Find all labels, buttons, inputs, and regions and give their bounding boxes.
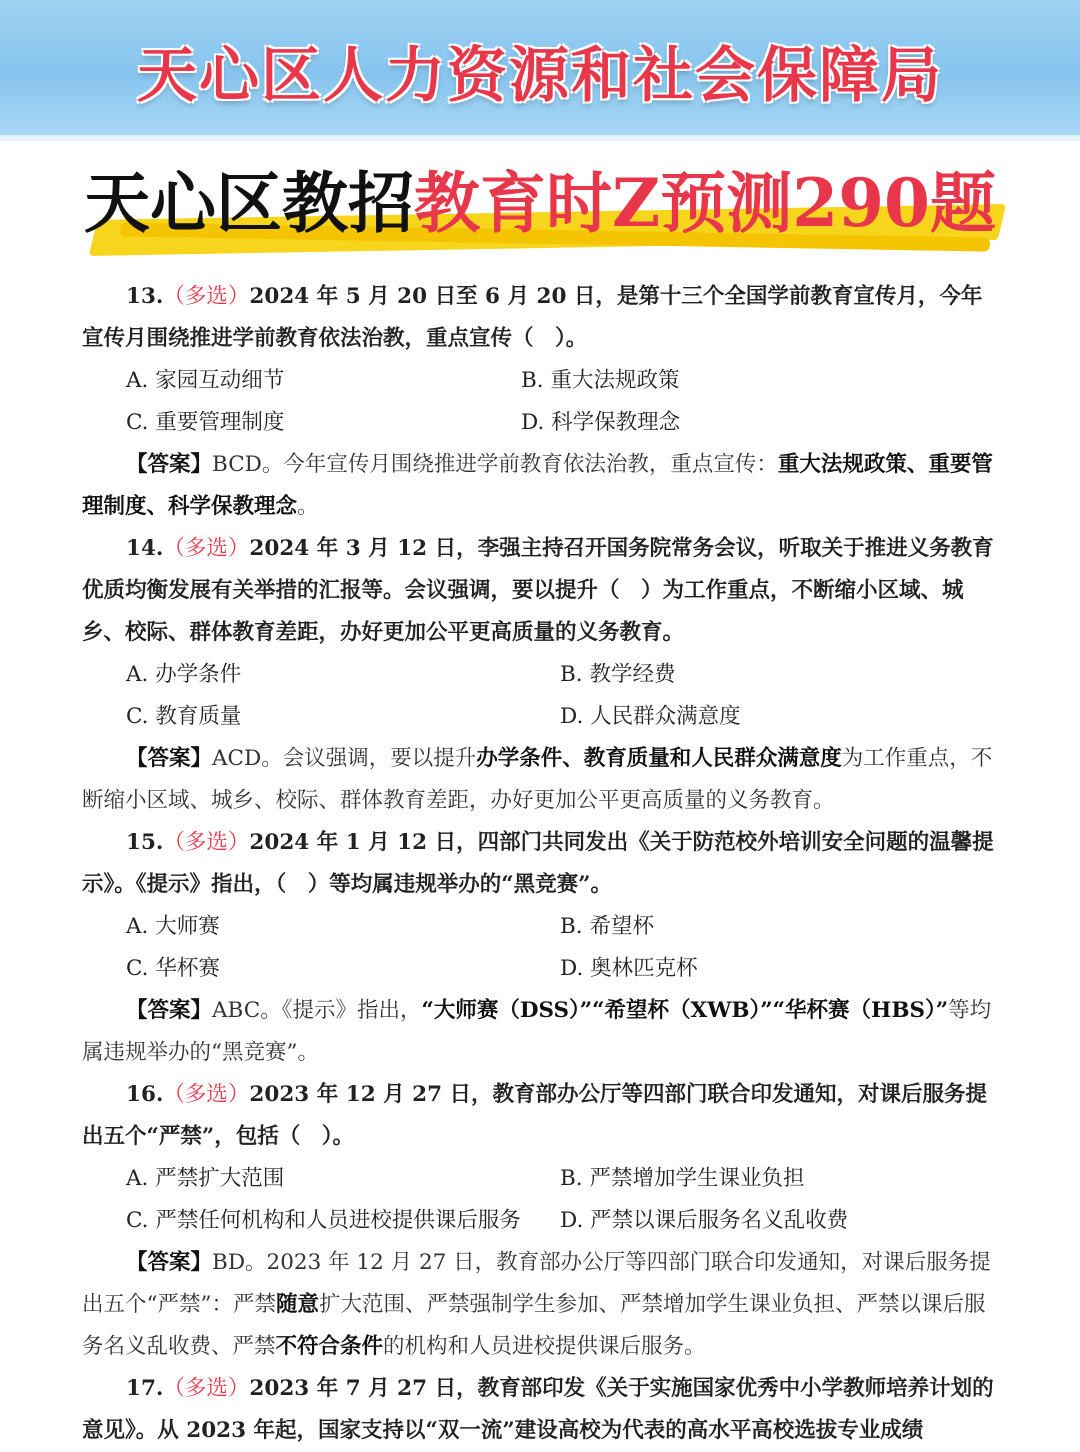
option-a: A. 严禁扩大范围 bbox=[126, 1166, 285, 1191]
answer-paragraph bbox=[82, 1242, 1000, 1368]
option-a: A. 办学条件 bbox=[126, 662, 242, 687]
question-stem bbox=[82, 822, 1000, 906]
answer-tail: 为工作重点，不断缩小区域、城乡、校际、群体教育差距，办好更加公平更高质量的义务教育。 bbox=[82, 746, 993, 813]
question-text: 2023 年 7 月 27 日，教育部印发《关于实施国家优秀中小学教师培养计划的意见》。从 2023 年起，国家支持以“双一流”建设高校为代表的高水平高校选拔专业成绩 bbox=[82, 1376, 994, 1443]
question-stem bbox=[82, 276, 1000, 360]
answer-label: 【答案】 bbox=[126, 1250, 213, 1275]
question-number: 14. bbox=[126, 536, 164, 561]
banner-divider bbox=[0, 135, 1080, 141]
question-list bbox=[82, 276, 1000, 1452]
question-text: 2023 年 12 月 27 日，教育部办公厅等四部门联合印发通知，对课后服务提出五个“严禁”，包括（ ）。 bbox=[82, 1082, 988, 1149]
question-text: 2024 年 1 月 12 日，四部门共同发出《关于防范校外培训安全问题的温馨提示》。《提示》指出，（ ）等均属违规举办的“黑竞赛”。 bbox=[82, 830, 994, 897]
option-c: C. 重要管理制度 bbox=[126, 410, 285, 435]
option-row bbox=[82, 1158, 1000, 1200]
answer-paragraph bbox=[82, 444, 1000, 528]
question-text: 2024 年 5 月 20 日至 6 月 20 日，是第十三个全国学前教育宣传月，今年宣传月围绕推进学前教育依法治教，重点宣传（ ）。 bbox=[82, 284, 983, 351]
option-c: C. 教育质量 bbox=[126, 704, 242, 729]
answer-text: BCD。今年宣传月围绕推进学前教育依法治教，重点宣传： bbox=[212, 452, 778, 477]
option-row bbox=[82, 906, 1000, 948]
question-stem bbox=[82, 1368, 1000, 1452]
header-banner bbox=[0, 0, 1080, 135]
option-c: C. 严禁任何机构和人员进校提供课后服务 bbox=[126, 1208, 521, 1233]
option-row bbox=[82, 360, 1000, 402]
answer-text: BD。2023 年 12 月 27 日，教育部办公厅等四部门联合印发通知，对课后服务提出五个“严禁”：严禁 bbox=[82, 1250, 991, 1317]
option-c: C. 华杯赛 bbox=[126, 956, 220, 981]
subtitle-part1: 天心区教招 bbox=[84, 164, 415, 242]
answer-label: 【答案】 bbox=[126, 452, 213, 477]
option-a: A. 家园互动细节 bbox=[126, 368, 285, 393]
answer-key-points-2: 不符合条件 bbox=[275, 1334, 384, 1359]
question-type-tag: （多选） bbox=[163, 536, 250, 561]
question-type-tag: （多选） bbox=[163, 830, 250, 855]
answer-key-points: 办学条件、教育质量和人民群众满意度 bbox=[476, 746, 842, 771]
answer-paragraph bbox=[82, 990, 1000, 1074]
question-text: 2024 年 3 月 12 日，李强主持召开国务院常务会议，听取关于推进义务教育优质均衡发展有关举措的汇报等。会议强调，要以提升（ ）为工作重点，不断缩小区域、城乡、校际、群体教育差距，办好更加公平更高质量的义务教育。 bbox=[82, 536, 994, 645]
question-stem bbox=[82, 528, 1000, 654]
answer-key-points: 重大法规政策、重要管理制度、科学保教理念 bbox=[82, 452, 993, 519]
option-row bbox=[82, 696, 1000, 738]
option-b: B. 教学经费 bbox=[560, 662, 676, 687]
question-type-tag: （多选） bbox=[163, 284, 250, 309]
answer-label: 【答案】 bbox=[126, 998, 213, 1023]
banner-title: 天心区人力资源和社会保障局 bbox=[137, 41, 943, 111]
question-number: 17. bbox=[126, 1376, 164, 1401]
question-type-tag: （多选） bbox=[163, 1082, 250, 1107]
question-number: 13. bbox=[126, 284, 164, 309]
answer-text: ACD。会议强调，要以提升 bbox=[212, 746, 477, 771]
option-d: D. 奥林匹克杯 bbox=[560, 956, 698, 981]
option-d: D. 严禁以课后服务名义乱收费 bbox=[560, 1208, 849, 1233]
answer-text-mid: 扩大范围、严禁强制学生参加、严禁增加学生课业负担、严禁以课后服务名义乱收费、严禁 bbox=[82, 1292, 986, 1359]
question-type-tag: （多选） bbox=[163, 1376, 250, 1401]
subtitle-block bbox=[0, 160, 1080, 260]
option-b: B. 重大法规政策 bbox=[521, 368, 680, 393]
question-number: 15. bbox=[126, 830, 164, 855]
answer-tail: 的机构和人员进校提供课后服务。 bbox=[383, 1334, 706, 1359]
subtitle-part2: 教育时Z预测290题 bbox=[414, 164, 996, 242]
option-d: D. 科学保教理念 bbox=[521, 410, 681, 435]
answer-paragraph bbox=[82, 738, 1000, 822]
answer-tail: 。 bbox=[297, 494, 319, 519]
question-stem bbox=[82, 1074, 1000, 1158]
option-b: B. 严禁增加学生课业负担 bbox=[560, 1166, 805, 1191]
option-d: D. 人民群众满意度 bbox=[560, 704, 741, 729]
option-row bbox=[82, 402, 1000, 444]
question-number: 16. bbox=[126, 1082, 164, 1107]
answer-label: 【答案】 bbox=[126, 746, 213, 771]
answer-key-points: 随意 bbox=[275, 1292, 319, 1317]
option-row bbox=[82, 948, 1000, 990]
option-row bbox=[82, 1200, 1000, 1242]
option-b: B. 希望杯 bbox=[560, 914, 654, 939]
answer-tail: 等均属违规举办的“黑竞赛”。 bbox=[82, 998, 992, 1065]
answer-key-points: “大师赛（DSS）”“希望杯（XWB）”“华杯赛（HBS）” bbox=[421, 998, 949, 1023]
subtitle bbox=[0, 160, 1080, 246]
answer-text: ABC。《提示》指出， bbox=[212, 998, 422, 1023]
option-row bbox=[82, 654, 1000, 696]
option-a: A. 大师赛 bbox=[126, 914, 220, 939]
